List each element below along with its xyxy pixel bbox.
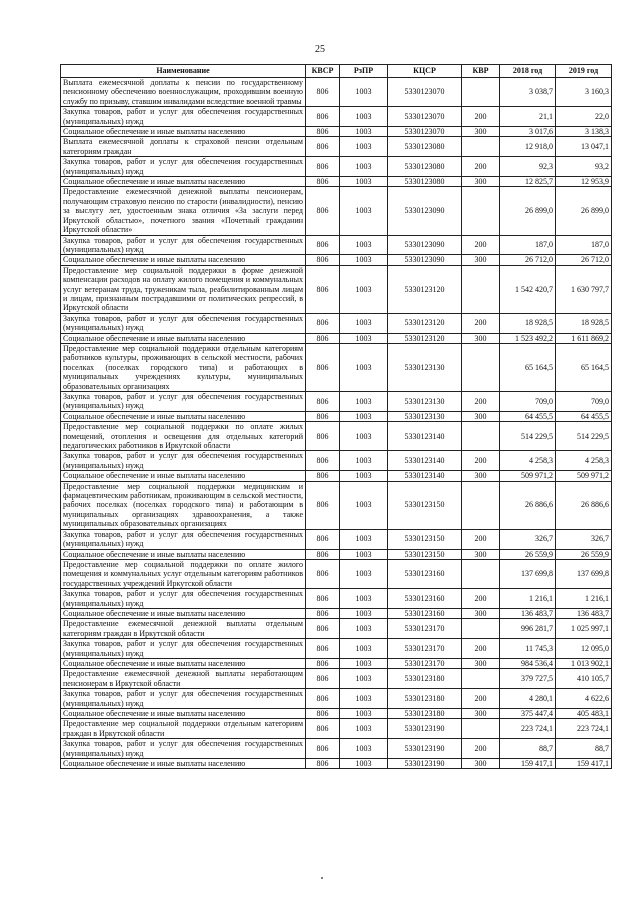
row-rzpr: 1003: [340, 343, 388, 391]
row-rzpr: 1003: [340, 265, 388, 313]
header-rzpr: РзПР: [340, 65, 388, 78]
row-kvr: [462, 265, 500, 313]
row-kvr: 300: [462, 127, 500, 137]
row-amount-2019: 136 483,7: [556, 608, 612, 618]
row-name: Закупка товаров, работ и услуг для обеспечения государственных (муниципальных) нужд: [61, 589, 306, 609]
row-kvsr: 806: [306, 451, 340, 471]
row-amount-2019: 13 047,1: [556, 137, 612, 157]
row-kvr: 300: [462, 549, 500, 559]
row-kvsr: 806: [306, 343, 340, 391]
row-kvsr: 806: [306, 739, 340, 759]
row-kvsr: 806: [306, 619, 340, 639]
row-rzpr: 1003: [340, 481, 388, 529]
row-kcsr: 5330123090: [388, 255, 462, 265]
row-kvr: 200: [462, 107, 500, 127]
row-name: Предоставление ежемесячной денежной выплаты пенсионерам, получающим страховую пенсию по старости (инвалидности), пенсию за выслугу лет, удостоенным знака отличия «За заслуги перед Иркутской областью», почетного звания «Почетный гражданин Иркутской области»: [61, 187, 306, 235]
row-rzpr: 1003: [340, 137, 388, 157]
row-kvsr: 806: [306, 669, 340, 689]
row-name: Предоставление мер социальной поддержки отдельным категориям работников культуры, проживающих в сельской местности, рабочих поселках (поселках городского типа) и работающих в муниципальных учреждениях культуры, муниципальных образовательных организациях: [61, 343, 306, 391]
table-row: [61, 719, 612, 739]
row-kvsr: 806: [306, 235, 340, 255]
row-kcsr: 5330123090: [388, 235, 462, 255]
row-amount-2019: 326,7: [556, 529, 612, 549]
table-row: [61, 137, 612, 157]
table-row: [61, 529, 612, 549]
row-kcsr: 5330123170: [388, 639, 462, 659]
row-kcsr: 5330123120: [388, 313, 462, 333]
row-kvsr: 806: [306, 255, 340, 265]
row-kvr: 200: [462, 313, 500, 333]
row-amount-2019: 26 886,6: [556, 481, 612, 529]
row-kcsr: 5330123190: [388, 759, 462, 769]
row-rzpr: 1003: [340, 658, 388, 668]
row-kvsr: 806: [306, 265, 340, 313]
row-amount-2018: 375 447,4: [500, 709, 556, 719]
row-name: Социальное обеспечение и иные выплаты населению: [61, 608, 306, 618]
row-amount-2019: 709,0: [556, 392, 612, 412]
row-kcsr: 5330123150: [388, 529, 462, 549]
row-kvr: [462, 422, 500, 451]
row-kvsr: 806: [306, 107, 340, 127]
row-kcsr: 5330123170: [388, 658, 462, 668]
row-kvr: 200: [462, 529, 500, 549]
row-kcsr: 5330123180: [388, 709, 462, 719]
table-row: [61, 549, 612, 559]
row-name: Закупка товаров, работ и услуг для обеспечения государственных (муниципальных) нужд: [61, 107, 306, 127]
row-kcsr: 5330123140: [388, 451, 462, 471]
row-amount-2019: 410 105,7: [556, 669, 612, 689]
row-amount-2018: 187,0: [500, 235, 556, 255]
row-name: Предоставление мер социальной поддержки по оплате жилого помещения и коммунальных услуг отдельным категориям работников государственных учреждений Иркутской области: [61, 559, 306, 588]
row-kcsr: 5330123190: [388, 739, 462, 759]
table-row: [61, 451, 612, 471]
row-kcsr: 5330123080: [388, 177, 462, 187]
row-rzpr: 1003: [340, 559, 388, 588]
table-row: [61, 157, 612, 177]
row-rzpr: 1003: [340, 669, 388, 689]
table-row: [61, 107, 612, 127]
row-amount-2018: 12 918,0: [500, 137, 556, 157]
row-kvr: [462, 137, 500, 157]
row-amount-2018: 26 559,9: [500, 549, 556, 559]
header-kcsr: КЦСР: [388, 65, 462, 78]
row-rzpr: 1003: [340, 235, 388, 255]
row-amount-2019: 405 483,1: [556, 709, 612, 719]
row-kvr: 300: [462, 333, 500, 343]
table-row: [61, 343, 612, 391]
table-row: [61, 235, 612, 255]
row-amount-2018: 3 017,6: [500, 127, 556, 137]
row-amount-2019: 93,2: [556, 157, 612, 177]
row-amount-2019: 137 699,8: [556, 559, 612, 588]
header-2018: 2018 год: [500, 65, 556, 78]
row-name: Социальное обеспечение и иные выплаты населению: [61, 759, 306, 769]
row-kvsr: 806: [306, 709, 340, 719]
row-name: Закупка товаров, работ и услуг для обеспечения государственных (муниципальных) нужд: [61, 157, 306, 177]
row-amount-2018: 3 038,7: [500, 78, 556, 107]
row-name: Предоставление мер социальной поддержки в форме денежной компенсации расходов на оплату жилого помещения и коммунальных услуг ветеранам труда, труженикам тыла, реабилитированным лицам и лицам, признанным пострадавшими от политических репрессий, в Иркутской области: [61, 265, 306, 313]
row-kcsr: 5330123160: [388, 559, 462, 588]
row-kcsr: 5330123130: [388, 411, 462, 421]
row-rzpr: 1003: [340, 392, 388, 412]
row-kcsr: 5330123150: [388, 481, 462, 529]
row-amount-2018: 26 886,6: [500, 481, 556, 529]
row-amount-2018: 18 928,5: [500, 313, 556, 333]
row-name: Выплата ежемесячной доплаты к пенсии по государственному пенсионному обеспечению военнослужащим, проходившим военную службу по призыву, ставшим инвалидами вследствие военной травмы: [61, 78, 306, 107]
row-kvr: 300: [462, 255, 500, 265]
row-kvsr: 806: [306, 639, 340, 659]
row-kvr: 200: [462, 639, 500, 659]
row-kcsr: 5330123070: [388, 78, 462, 107]
row-name: Закупка товаров, работ и услуг для обеспечения государственных (муниципальных) нужд: [61, 313, 306, 333]
row-rzpr: 1003: [340, 127, 388, 137]
table-row: [61, 187, 612, 235]
row-name: Социальное обеспечение и иные выплаты населению: [61, 255, 306, 265]
row-amount-2019: 1 216,1: [556, 589, 612, 609]
row-amount-2018: 1 523 492,2: [500, 333, 556, 343]
row-name: Закупка товаров, работ и услуг для обеспечения государственных (муниципальных) нужд: [61, 639, 306, 659]
row-kvsr: 806: [306, 392, 340, 412]
row-kvr: 200: [462, 157, 500, 177]
row-rzpr: 1003: [340, 177, 388, 187]
row-name: Закупка товаров, работ и услуг для обеспечения государственных (муниципальных) нужд: [61, 739, 306, 759]
table-row: [61, 589, 612, 609]
row-amount-2018: 26 712,0: [500, 255, 556, 265]
row-kvsr: 806: [306, 411, 340, 421]
row-kcsr: 5330123160: [388, 589, 462, 609]
row-kvr: [462, 619, 500, 639]
row-name: Закупка товаров, работ и услуг для обеспечения государственных (муниципальных) нужд: [61, 451, 306, 471]
row-kvsr: 806: [306, 529, 340, 549]
row-amount-2019: 3 138,3: [556, 127, 612, 137]
row-kvsr: 806: [306, 608, 340, 618]
table-row: [61, 481, 612, 529]
row-kvr: 300: [462, 608, 500, 618]
row-kcsr: 5330123070: [388, 127, 462, 137]
row-amount-2018: 159 417,1: [500, 759, 556, 769]
row-kvsr: 806: [306, 422, 340, 451]
row-rzpr: 1003: [340, 549, 388, 559]
row-amount-2018: 379 727,5: [500, 669, 556, 689]
row-rzpr: 1003: [340, 471, 388, 481]
row-kcsr: 5330123150: [388, 549, 462, 559]
row-kvr: 300: [462, 177, 500, 187]
row-amount-2019: 12 095,0: [556, 639, 612, 659]
table-row: [61, 392, 612, 412]
row-rzpr: 1003: [340, 255, 388, 265]
row-amount-2019: 1 025 997,1: [556, 619, 612, 639]
row-amount-2019: 514 229,5: [556, 422, 612, 451]
header-2019: 2019 год: [556, 65, 612, 78]
table-row: [61, 333, 612, 343]
row-kvr: [462, 343, 500, 391]
row-amount-2019: 22,0: [556, 107, 612, 127]
row-kvr: [462, 669, 500, 689]
row-amount-2018: 137 699,8: [500, 559, 556, 588]
row-amount-2018: 26 899,0: [500, 187, 556, 235]
row-rzpr: 1003: [340, 333, 388, 343]
budget-table: [60, 64, 612, 769]
row-rzpr: 1003: [340, 422, 388, 451]
row-kcsr: 5330123140: [388, 422, 462, 451]
row-kvsr: 806: [306, 78, 340, 107]
row-kvsr: 806: [306, 689, 340, 709]
row-kvr: 200: [462, 392, 500, 412]
row-amount-2019: 64 455,5: [556, 411, 612, 421]
row-name: Социальное обеспечение и иные выплаты населению: [61, 177, 306, 187]
row-kvr: 300: [462, 709, 500, 719]
row-kvsr: 806: [306, 127, 340, 137]
row-rzpr: 1003: [340, 689, 388, 709]
row-amount-2018: 65 164,5: [500, 343, 556, 391]
row-kvr: 300: [462, 759, 500, 769]
row-kcsr: 5330123120: [388, 265, 462, 313]
table-row: [61, 422, 612, 451]
row-kvsr: 806: [306, 137, 340, 157]
row-rzpr: 1003: [340, 411, 388, 421]
scan-mark: [321, 877, 323, 879]
row-amount-2018: 709,0: [500, 392, 556, 412]
row-kvsr: 806: [306, 333, 340, 343]
row-rzpr: 1003: [340, 608, 388, 618]
row-name: Закупка товаров, работ и услуг для обеспечения государственных (муниципальных) нужд: [61, 529, 306, 549]
row-kvsr: 806: [306, 481, 340, 529]
table-row: [61, 78, 612, 107]
row-amount-2019: 26 712,0: [556, 255, 612, 265]
row-kcsr: 5330123140: [388, 471, 462, 481]
row-kvr: [462, 187, 500, 235]
row-rzpr: 1003: [340, 157, 388, 177]
table-row: [61, 313, 612, 333]
row-name: Социальное обеспечение и иные выплаты населению: [61, 471, 306, 481]
row-kcsr: 5330123160: [388, 608, 462, 618]
row-kvsr: 806: [306, 559, 340, 588]
row-amount-2019: 26 559,9: [556, 549, 612, 559]
row-amount-2018: 92,3: [500, 157, 556, 177]
row-kcsr: 5330123180: [388, 669, 462, 689]
row-amount-2018: 514 229,5: [500, 422, 556, 451]
row-name: Предоставление ежемесячной денежной выплаты неработающим пенсионерам в Иркутской области: [61, 669, 306, 689]
row-rzpr: 1003: [340, 709, 388, 719]
row-amount-2019: 1 611 869,2: [556, 333, 612, 343]
row-kvsr: 806: [306, 589, 340, 609]
row-name: Предоставление мер социальной поддержки отдельным категориям граждан в Иркутской области: [61, 719, 306, 739]
row-amount-2019: 223 724,1: [556, 719, 612, 739]
table-row: [61, 669, 612, 689]
row-amount-2018: 12 825,7: [500, 177, 556, 187]
row-kvr: [462, 719, 500, 739]
row-kvr: 200: [462, 589, 500, 609]
row-amount-2018: 21,1: [500, 107, 556, 127]
row-kvr: 200: [462, 739, 500, 759]
row-kcsr: 5330123130: [388, 392, 462, 412]
header-kvsr: КВСР: [306, 65, 340, 78]
row-kvsr: 806: [306, 177, 340, 187]
table-row: [61, 177, 612, 187]
header-name: Наименование: [61, 65, 306, 78]
table-row: [61, 709, 612, 719]
row-kvsr: 806: [306, 187, 340, 235]
row-kvr: 200: [462, 235, 500, 255]
row-amount-2019: 159 417,1: [556, 759, 612, 769]
row-kvr: 300: [462, 658, 500, 668]
table-row: [61, 559, 612, 588]
row-kcsr: 5330123120: [388, 333, 462, 343]
row-kvsr: 806: [306, 471, 340, 481]
row-name: Предоставление мер социальной поддержки медицинским и фармацевтическим работникам, проживающим в сельской местности, рабочих поселках (поселках городского типа) и работающим в муниципальных организациях здравоохранения, а также муниципальных образовательных организациях: [61, 481, 306, 529]
row-kcsr: 5330123080: [388, 157, 462, 177]
row-amount-2018: 223 724,1: [500, 719, 556, 739]
row-name: Социальное обеспечение и иные выплаты населению: [61, 333, 306, 343]
row-kcsr: 5330123180: [388, 689, 462, 709]
row-kvr: 200: [462, 689, 500, 709]
row-kcsr: 5330123070: [388, 107, 462, 127]
row-kvsr: 806: [306, 658, 340, 668]
row-amount-2019: 509 971,2: [556, 471, 612, 481]
row-amount-2018: 1 216,1: [500, 589, 556, 609]
row-rzpr: 1003: [340, 107, 388, 127]
table-row: [61, 658, 612, 668]
row-amount-2018: 64 455,5: [500, 411, 556, 421]
row-amount-2018: 984 536,4: [500, 658, 556, 668]
page-number: 25: [315, 44, 325, 55]
row-amount-2019: 3 160,3: [556, 78, 612, 107]
row-name: Закупка товаров, работ и услуг для обеспечения государственных (муниципальных) нужд: [61, 392, 306, 412]
row-amount-2018: 996 281,7: [500, 619, 556, 639]
row-rzpr: 1003: [340, 451, 388, 471]
row-kcsr: 5330123130: [388, 343, 462, 391]
table-row: [61, 265, 612, 313]
row-name: Социальное обеспечение и иные выплаты населению: [61, 549, 306, 559]
row-name: Выплата ежемесячной доплаты к страховой пенсии отдельным категориям граждан: [61, 137, 306, 157]
row-amount-2019: 65 164,5: [556, 343, 612, 391]
row-amount-2019: 4 258,3: [556, 451, 612, 471]
table-row: [61, 639, 612, 659]
row-name: Социальное обеспечение и иные выплаты населению: [61, 411, 306, 421]
row-amount-2019: 18 928,5: [556, 313, 612, 333]
row-rzpr: 1003: [340, 719, 388, 739]
row-amount-2019: 1 013 902,1: [556, 658, 612, 668]
row-kvsr: 806: [306, 157, 340, 177]
table-row: [61, 689, 612, 709]
table-row: [61, 127, 612, 137]
row-kvr: [462, 559, 500, 588]
table-row: [61, 608, 612, 618]
row-amount-2019: 4 622,6: [556, 689, 612, 709]
table-row: [61, 619, 612, 639]
row-kvsr: 806: [306, 549, 340, 559]
row-kcsr: 5330123090: [388, 187, 462, 235]
row-name: Предоставление мер социальной поддержки по оплате жилых помещений, отопления и освещения для отдельных категорий педагогических работников в Иркутской области: [61, 422, 306, 451]
row-amount-2019: 26 899,0: [556, 187, 612, 235]
row-kvsr: 806: [306, 759, 340, 769]
row-kvr: [462, 78, 500, 107]
row-amount-2018: 4 280,1: [500, 689, 556, 709]
row-rzpr: 1003: [340, 759, 388, 769]
row-amount-2018: 88,7: [500, 739, 556, 759]
table-row: [61, 759, 612, 769]
row-name: Предоставление ежемесячной денежной выплаты отдельным категориям граждан в Иркутской области: [61, 619, 306, 639]
row-rzpr: 1003: [340, 639, 388, 659]
row-kvsr: 806: [306, 313, 340, 333]
table-row: [61, 471, 612, 481]
row-kvr: [462, 481, 500, 529]
row-rzpr: 1003: [340, 529, 388, 549]
table-row: [61, 739, 612, 759]
row-kvsr: 806: [306, 719, 340, 739]
row-kvr: 300: [462, 411, 500, 421]
row-kvr: 200: [462, 451, 500, 471]
row-amount-2018: 11 745,3: [500, 639, 556, 659]
row-amount-2019: 1 630 797,7: [556, 265, 612, 313]
row-name: Социальное обеспечение и иные выплаты населению: [61, 127, 306, 137]
table-row: [61, 255, 612, 265]
row-rzpr: 1003: [340, 187, 388, 235]
table-header-row: [61, 65, 612, 78]
row-amount-2018: 326,7: [500, 529, 556, 549]
row-rzpr: 1003: [340, 589, 388, 609]
row-kvr: 300: [462, 471, 500, 481]
row-name: Социальное обеспечение и иные выплаты населению: [61, 658, 306, 668]
row-name: Закупка товаров, работ и услуг для обеспечения государственных (муниципальных) нужд: [61, 235, 306, 255]
row-amount-2018: 1 542 420,7: [500, 265, 556, 313]
row-kcsr: 5330123170: [388, 619, 462, 639]
row-name: Закупка товаров, работ и услуг для обеспечения государственных (муниципальных) нужд: [61, 689, 306, 709]
table-row: [61, 411, 612, 421]
row-amount-2018: 4 258,3: [500, 451, 556, 471]
row-name: Социальное обеспечение и иные выплаты населению: [61, 709, 306, 719]
row-amount-2019: 88,7: [556, 739, 612, 759]
row-kcsr: 5330123190: [388, 719, 462, 739]
row-amount-2019: 12 953,9: [556, 177, 612, 187]
row-rzpr: 1003: [340, 739, 388, 759]
row-rzpr: 1003: [340, 619, 388, 639]
row-amount-2018: 136 483,7: [500, 608, 556, 618]
row-amount-2018: 509 971,2: [500, 471, 556, 481]
row-rzpr: 1003: [340, 78, 388, 107]
row-amount-2019: 187,0: [556, 235, 612, 255]
row-rzpr: 1003: [340, 313, 388, 333]
header-kvr: КВР: [462, 65, 500, 78]
row-kcsr: 5330123080: [388, 137, 462, 157]
